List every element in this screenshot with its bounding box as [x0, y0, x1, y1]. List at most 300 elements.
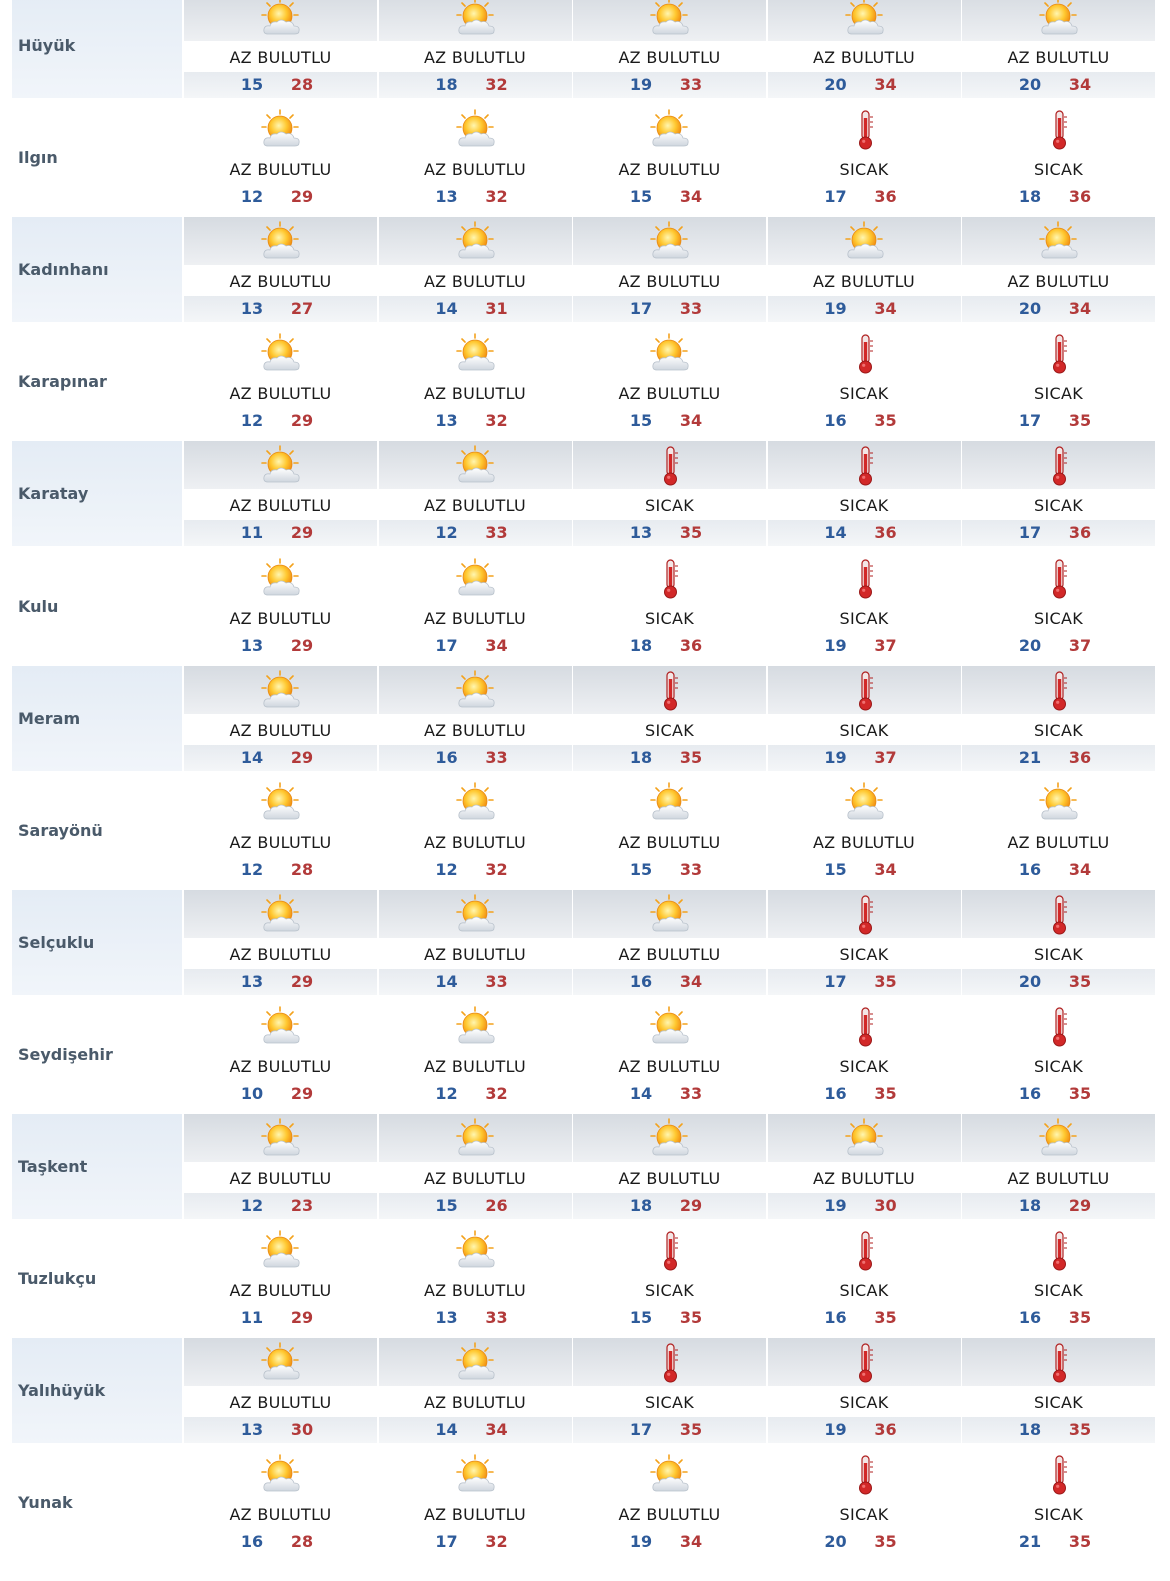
condition-label: AZ BULUTLU	[229, 496, 332, 516]
temperature-cell	[184, 296, 377, 322]
max-temperature: 34	[679, 1532, 703, 1552]
condition-label: AZ BULUTLU	[618, 832, 721, 852]
thermometer-icon	[1037, 1229, 1081, 1273]
forecast-day-cell	[184, 1338, 377, 1443]
min-temperature: 14	[435, 971, 458, 991]
max-temperature: 36	[1068, 523, 1092, 543]
icon-cell	[768, 105, 961, 153]
city-name: Karatay	[12, 441, 182, 546]
forecast-day-cell	[573, 1114, 766, 1219]
max-temperature: 34	[874, 299, 897, 319]
icon-cell	[573, 554, 766, 602]
temperature-cell	[573, 1417, 766, 1443]
forecast-day-cell	[573, 1338, 766, 1443]
forecast-day-cell	[184, 1114, 377, 1219]
min-temperature: 20	[1018, 635, 1042, 655]
forecast-row	[0, 554, 1170, 666]
max-temperature: 28	[290, 859, 314, 879]
icon-cell	[379, 1226, 572, 1274]
icon-cell	[184, 1226, 377, 1274]
forecast-day-cell	[379, 1226, 572, 1331]
min-temperature: 13	[435, 411, 458, 431]
min-temperature: 10	[240, 1083, 264, 1103]
max-temperature: 35	[1068, 1420, 1092, 1440]
condition-label: SICAK	[1034, 496, 1083, 516]
min-temperature: 17	[1018, 523, 1042, 543]
min-temperature: 19	[824, 1420, 847, 1440]
icon-cell	[184, 1114, 377, 1162]
condition-label: AZ BULUTLU	[229, 48, 332, 67]
sun-cloud-icon	[454, 332, 498, 376]
condition-label: AZ BULUTLU	[618, 944, 721, 964]
min-temperature: 17	[1018, 411, 1042, 431]
temperature-cell	[573, 1305, 766, 1331]
condition-label: SICAK	[1034, 1505, 1083, 1525]
thermometer-icon	[648, 557, 692, 601]
min-temperature: 17	[435, 1532, 458, 1552]
max-temperature: 36	[1068, 187, 1092, 207]
max-temperature: 29	[290, 523, 314, 543]
forecast-day-cell	[962, 105, 1155, 210]
icon-cell	[768, 890, 961, 938]
thermometer-icon	[1037, 444, 1081, 488]
condition-label: AZ BULUTLU	[618, 1056, 721, 1076]
forecast-day-cell	[768, 1002, 961, 1107]
sun-cloud-icon	[454, 1341, 498, 1385]
min-temperature: 17	[629, 1420, 653, 1440]
forecast-row	[0, 1002, 1170, 1114]
max-temperature: 36	[874, 1420, 897, 1440]
thermometer-icon	[1037, 1005, 1081, 1049]
icon-cell	[184, 0, 377, 41]
icon-cell	[379, 0, 572, 41]
forecast-day-cell	[379, 778, 572, 883]
icon-cell	[962, 554, 1155, 602]
forecast-day-cell	[184, 1226, 377, 1331]
condition-label: AZ BULUTLU	[1007, 832, 1110, 852]
min-temperature: 20	[1018, 75, 1042, 94]
forecast-day-cell	[573, 666, 766, 771]
icon-cell	[184, 778, 377, 826]
condition-label: AZ BULUTLU	[618, 384, 721, 404]
thermometer-icon	[1037, 557, 1081, 601]
temperature-cell	[184, 969, 377, 995]
temperature-cell	[962, 520, 1155, 546]
max-temperature: 30	[290, 1420, 314, 1440]
min-temperature: 19	[629, 1532, 653, 1552]
sun-cloud-icon	[454, 893, 498, 937]
icon-cell	[962, 329, 1155, 377]
icon-cell	[962, 1002, 1155, 1050]
forecast-day-cell	[962, 1114, 1155, 1219]
max-temperature: 29	[290, 971, 314, 991]
icon-cell	[768, 1226, 961, 1274]
condition-label: AZ BULUTLU	[812, 832, 916, 852]
max-temperature: 33	[679, 859, 703, 879]
condition-label: AZ BULUTLU	[229, 1393, 332, 1413]
condition-label: AZ BULUTLU	[618, 1169, 721, 1188]
max-temperature: 35	[874, 1532, 897, 1552]
icon-cell	[573, 666, 766, 714]
forecast-day-cell	[768, 0, 961, 98]
condition-label: AZ BULUTLU	[229, 720, 332, 740]
temperature-cell	[962, 1529, 1155, 1555]
min-temperature: 12	[240, 411, 264, 431]
icon-cell	[573, 105, 766, 153]
min-temperature: 12	[240, 187, 264, 207]
thermometer-icon	[1037, 669, 1081, 713]
forecast-day-cell	[962, 1002, 1155, 1107]
forecast-day-cell	[768, 1338, 961, 1443]
temperature-cell	[379, 969, 572, 995]
condition-label: AZ BULUTLU	[423, 1056, 527, 1076]
forecast-day-cell	[768, 666, 961, 771]
min-temperature: 18	[629, 747, 653, 767]
temperature-cell	[379, 857, 572, 883]
forecast-row	[0, 0, 1170, 105]
city-name: Hüyük	[12, 0, 182, 98]
max-temperature: 33	[485, 523, 508, 543]
temperature-cell	[184, 408, 377, 434]
max-temperature: 28	[290, 1532, 314, 1552]
condition-label: AZ BULUTLU	[423, 608, 527, 628]
min-temperature: 13	[240, 971, 264, 991]
temperature-cell	[768, 1305, 961, 1331]
condition-label: AZ BULUTLU	[1007, 48, 1110, 67]
forecast-day-cell	[184, 329, 377, 434]
temperature-cell	[962, 633, 1155, 659]
icon-cell	[379, 666, 572, 714]
icon-cell	[573, 778, 766, 826]
temperature-cell	[184, 184, 377, 210]
thermometer-icon	[1037, 108, 1081, 152]
icon-cell	[379, 441, 572, 489]
min-temperature: 13	[240, 1420, 264, 1440]
thermometer-icon	[648, 1341, 692, 1385]
sun-cloud-icon	[648, 1005, 692, 1049]
temperature-cell	[573, 184, 766, 210]
thermometer-icon	[1037, 1453, 1081, 1497]
temperature-cell	[573, 857, 766, 883]
temperature-cell	[962, 1193, 1155, 1219]
min-temperature: 12	[240, 1196, 264, 1215]
temperature-cell	[184, 1081, 377, 1107]
sun-cloud-icon	[843, 220, 887, 264]
temperature-cell	[379, 408, 572, 434]
forecast-day-cell	[768, 1114, 961, 1219]
sun-cloud-icon	[648, 893, 692, 937]
min-temperature: 15	[824, 859, 847, 879]
icon-cell	[573, 1002, 766, 1050]
sun-cloud-icon	[259, 1117, 303, 1161]
min-temperature: 16	[824, 1083, 847, 1103]
temperature-cell	[379, 184, 572, 210]
max-temperature: 36	[679, 635, 703, 655]
condition-label: SICAK	[839, 1056, 889, 1076]
city-name: Tuzlukçu	[18, 1269, 97, 1289]
min-temperature: 15	[240, 75, 264, 94]
city-name: Kulu	[18, 596, 59, 616]
max-temperature: 32	[485, 1083, 508, 1103]
forecast-day-cell	[379, 0, 572, 98]
forecast-day-cell	[379, 554, 572, 659]
icon-cell	[962, 1450, 1155, 1498]
temperature-cell	[184, 633, 377, 659]
max-temperature: 29	[1068, 1196, 1092, 1215]
sun-cloud-icon	[259, 893, 303, 937]
condition-label: SICAK	[1034, 608, 1083, 628]
max-temperature: 34	[679, 187, 703, 207]
condition-label: SICAK	[839, 608, 889, 628]
icon-cell	[184, 441, 377, 489]
thermometer-icon	[843, 669, 887, 713]
condition-label: AZ BULUTLU	[229, 1056, 332, 1076]
temperature-cell	[573, 633, 766, 659]
min-temperature: 16	[240, 1532, 264, 1552]
icon-cell	[768, 217, 961, 265]
icon-cell	[573, 1450, 766, 1498]
condition-label: AZ BULUTLU	[812, 272, 916, 292]
icon-cell	[962, 890, 1155, 938]
max-temperature: 30	[874, 1196, 897, 1215]
thermometer-icon	[648, 1229, 692, 1273]
forecast-day-cell	[573, 1226, 766, 1331]
temperature-cell	[573, 296, 766, 322]
max-temperature: 34	[1068, 299, 1092, 319]
sun-cloud-icon	[843, 781, 887, 825]
condition-label: SICAK	[1034, 160, 1083, 180]
sun-cloud-icon	[648, 0, 692, 40]
condition-label: SICAK	[645, 1393, 694, 1413]
sun-cloud-icon	[259, 0, 303, 40]
forecast-day-cell	[768, 890, 961, 995]
temperature-cell	[573, 1193, 766, 1219]
forecast-row	[0, 666, 1170, 778]
icon-cell	[573, 1226, 766, 1274]
condition-label: AZ BULUTLU	[423, 384, 527, 404]
condition-label: AZ BULUTLU	[423, 1169, 527, 1188]
min-temperature: 16	[1018, 1083, 1042, 1103]
min-temperature: 16	[824, 411, 847, 431]
min-temperature: 19	[824, 299, 847, 319]
forecast-row	[0, 1114, 1170, 1226]
max-temperature: 26	[485, 1196, 508, 1215]
forecast-day-cell	[184, 1450, 377, 1555]
icon-cell	[573, 0, 766, 41]
forecast-day-cell	[379, 1450, 572, 1555]
condition-label: AZ BULUTLU	[229, 832, 332, 852]
icon-cell	[768, 1114, 961, 1162]
forecast-day-cell	[962, 1226, 1155, 1331]
thermometer-icon	[843, 1453, 887, 1497]
sun-cloud-icon	[259, 220, 303, 264]
icon-cell	[962, 0, 1155, 41]
forecast-day-cell	[184, 217, 377, 322]
condition-label: AZ BULUTLU	[812, 48, 916, 67]
icon-cell	[573, 217, 766, 265]
max-temperature: 33	[485, 971, 508, 991]
forecast-day-cell	[379, 329, 572, 434]
city-name: Ilgın	[18, 148, 58, 168]
forecast-day-cell	[962, 1450, 1155, 1555]
icon-cell	[573, 1114, 766, 1162]
min-temperature: 13	[240, 299, 264, 319]
forecast-day-cell	[962, 778, 1155, 883]
forecast-row	[0, 441, 1170, 553]
forecast-day-cell	[573, 554, 766, 659]
max-temperature: 29	[290, 1308, 314, 1328]
min-temperature: 20	[824, 75, 847, 94]
icon-cell	[573, 441, 766, 489]
min-temperature: 14	[435, 1420, 458, 1440]
min-temperature: 14	[435, 299, 458, 319]
max-temperature: 29	[679, 1196, 703, 1215]
forecast-day-cell	[184, 890, 377, 995]
max-temperature: 33	[485, 747, 508, 767]
sun-cloud-icon	[259, 1229, 303, 1273]
temperature-cell	[573, 72, 766, 98]
forecast-day-cell	[573, 1450, 766, 1555]
icon-cell	[184, 554, 377, 602]
min-temperature: 20	[824, 1532, 847, 1552]
forecast-day-cell	[379, 890, 572, 995]
max-temperature: 35	[1068, 411, 1092, 431]
thermometer-icon	[843, 1341, 887, 1385]
max-temperature: 34	[485, 1420, 508, 1440]
forecast-day-cell	[573, 778, 766, 883]
max-temperature: 29	[290, 411, 314, 431]
icon-cell	[184, 1002, 377, 1050]
temperature-cell	[768, 1193, 961, 1219]
icon-cell	[379, 1114, 572, 1162]
min-temperature: 12	[435, 1083, 458, 1103]
sun-cloud-icon	[259, 108, 303, 152]
forecast-day-cell	[379, 1002, 572, 1107]
icon-cell	[962, 441, 1155, 489]
icon-cell	[962, 1226, 1155, 1274]
icon-cell	[184, 666, 377, 714]
forecast-day-cell	[768, 554, 961, 659]
max-temperature: 35	[874, 1308, 897, 1328]
sun-cloud-icon	[454, 0, 498, 40]
sun-cloud-icon	[454, 108, 498, 152]
condition-label: SICAK	[645, 720, 694, 740]
min-temperature: 12	[435, 859, 458, 879]
condition-label: AZ BULUTLU	[229, 944, 332, 964]
min-temperature: 19	[824, 1196, 847, 1215]
max-temperature: 35	[679, 1420, 703, 1440]
temperature-cell	[768, 745, 961, 771]
min-temperature: 20	[1018, 971, 1042, 991]
icon-cell	[962, 1114, 1155, 1162]
sun-cloud-icon	[1037, 781, 1081, 825]
icon-cell	[379, 778, 572, 826]
max-temperature: 35	[874, 411, 897, 431]
max-temperature: 34	[679, 971, 703, 991]
min-temperature: 18	[629, 635, 653, 655]
city-name: Meram	[12, 666, 182, 771]
condition-label: AZ BULUTLU	[618, 1505, 721, 1525]
max-temperature: 34	[679, 411, 703, 431]
icon-cell	[379, 217, 572, 265]
temperature-cell	[768, 857, 961, 883]
icon-cell	[768, 666, 961, 714]
sun-cloud-icon	[648, 108, 692, 152]
temperature-cell	[379, 1193, 572, 1219]
forecast-day-cell	[962, 0, 1155, 98]
icon-cell	[379, 1450, 572, 1498]
temperature-cell	[184, 1529, 377, 1555]
condition-label: SICAK	[1034, 1393, 1083, 1413]
max-temperature: 33	[679, 299, 703, 319]
condition-label: AZ BULUTLU	[618, 160, 721, 180]
temperature-cell	[573, 969, 766, 995]
min-temperature: 13	[435, 1308, 458, 1328]
temperature-cell	[962, 1081, 1155, 1107]
min-temperature: 17	[629, 299, 653, 319]
sun-cloud-icon	[648, 332, 692, 376]
temperature-cell	[184, 1305, 377, 1331]
city-name: Kadınhanı	[12, 217, 182, 322]
temperature-cell	[573, 408, 766, 434]
icon-cell	[184, 890, 377, 938]
min-temperature: 16	[824, 1308, 847, 1328]
condition-label: AZ BULUTLU	[423, 1281, 527, 1301]
thermometer-icon	[1037, 1341, 1081, 1385]
temperature-cell	[184, 72, 377, 98]
condition-label: SICAK	[1034, 944, 1083, 964]
max-temperature: 33	[485, 1308, 508, 1328]
sun-cloud-icon	[259, 781, 303, 825]
max-temperature: 35	[1068, 1532, 1092, 1552]
max-temperature: 36	[874, 187, 897, 207]
min-temperature: 15	[629, 1308, 653, 1328]
city-name: Karapınar	[18, 372, 107, 392]
min-temperature: 16	[435, 747, 458, 767]
thermometer-icon	[1037, 332, 1081, 376]
condition-label: AZ BULUTLU	[229, 272, 332, 292]
sun-cloud-icon	[843, 1117, 887, 1161]
max-temperature: 29	[290, 1083, 314, 1103]
forecast-row	[0, 105, 1170, 217]
forecast-day-cell	[379, 441, 572, 546]
icon-cell	[768, 554, 961, 602]
condition-label: AZ BULUTLU	[423, 272, 527, 292]
icon-cell	[573, 329, 766, 377]
min-temperature: 14	[629, 1083, 653, 1103]
temperature-cell	[379, 296, 572, 322]
min-temperature: 11	[240, 1308, 264, 1328]
condition-label: SICAK	[1034, 1281, 1083, 1301]
forecast-day-cell	[962, 554, 1155, 659]
thermometer-icon	[843, 1229, 887, 1273]
max-temperature: 35	[874, 971, 897, 991]
icon-cell	[962, 217, 1155, 265]
max-temperature: 33	[679, 75, 703, 94]
sun-cloud-icon	[259, 1005, 303, 1049]
forecast-day-cell	[573, 105, 766, 210]
forecast-row	[0, 1226, 1170, 1338]
min-temperature: 15	[435, 1196, 458, 1215]
min-temperature: 20	[1018, 299, 1042, 319]
forecast-row	[0, 1338, 1170, 1450]
max-temperature: 32	[485, 1532, 508, 1552]
sun-cloud-icon	[259, 332, 303, 376]
condition-label: SICAK	[645, 496, 694, 516]
max-temperature: 33	[679, 1083, 703, 1103]
temperature-cell	[184, 1193, 377, 1219]
condition-label: AZ BULUTLU	[423, 1505, 527, 1525]
